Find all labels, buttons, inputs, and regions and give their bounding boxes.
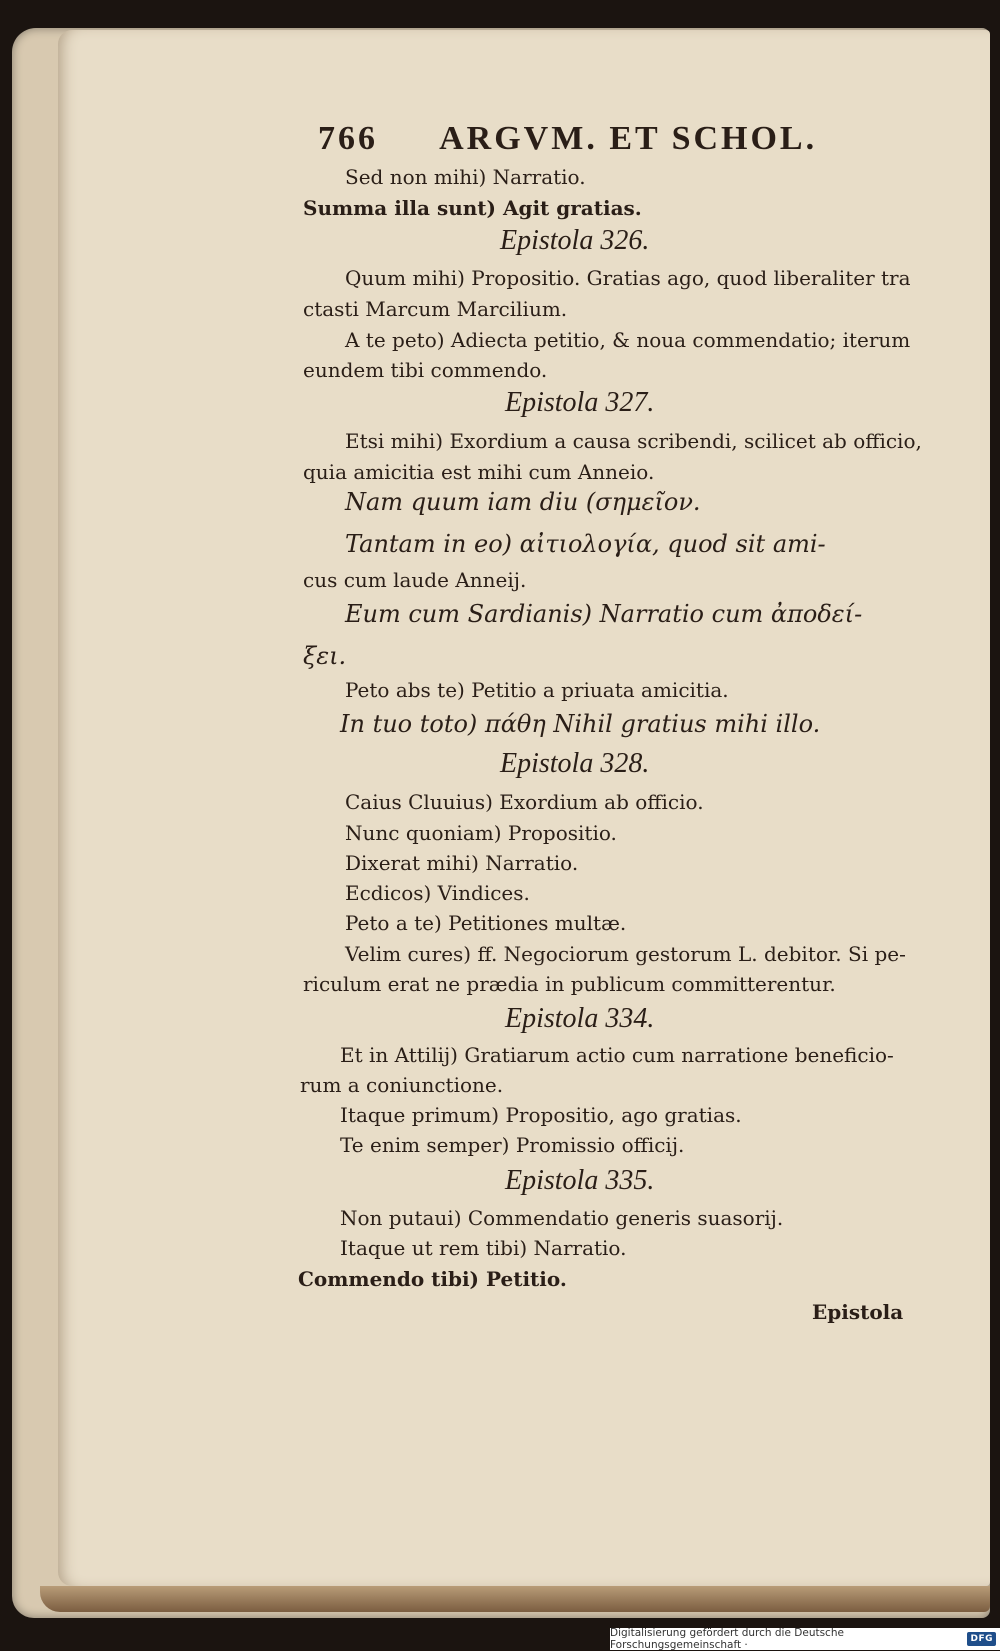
section-heading: Epistola 326. xyxy=(500,225,650,256)
text-line: Etsi mihi) Exordium a causa scribendi, scilicet ab officio, xyxy=(345,429,922,453)
footer-text: Digitalisierung gefördert durch die Deutsche Forschungsgemeinschaft · xyxy=(610,1627,844,1651)
digitization-footer xyxy=(610,1628,1000,1650)
section-heading: Epistola 335. xyxy=(505,1165,655,1196)
text-line: riculum erat ne prædia in publicum committerentur. xyxy=(303,972,836,996)
text-line: In tuo toto) πάθη Nihil gratius mihi illo. xyxy=(340,710,821,738)
dfg-logo: DFG xyxy=(967,1632,996,1646)
text-line: Non putaui) Commendatio generis suasorij. xyxy=(340,1206,784,1230)
text-line: quia amicitia est mihi cum Anneio. xyxy=(303,460,655,484)
text-line: Ecdicos) Vindices. xyxy=(345,881,530,905)
text-line: Et in Attilij) Gratiarum actio cum narratione beneficio- xyxy=(340,1043,894,1067)
text-line: Nunc quoniam) Propositio. xyxy=(345,821,617,845)
text-line: Itaque ut rem tibi) Narratio. xyxy=(340,1236,627,1260)
running-title: ARGVM. ET SCHOL. xyxy=(439,120,818,157)
text-line: Sed non mihi) Narratio. xyxy=(345,165,586,189)
text-line: cus cum laude Anneij. xyxy=(303,568,527,592)
text-line: Tantam in eo) αἰτιολογία, quod sit ami- xyxy=(345,530,826,558)
text-line: Quum mihi) Propositio. Gratias ago, quod liberaliter tra xyxy=(345,266,911,290)
text-line: ctasti Marcum Marcilium. xyxy=(303,297,568,321)
text-line: A te peto) Adiecta petitio, & noua commendatio; iterum xyxy=(345,328,911,352)
text-line: Velim cures) ff. Negociorum gestorum L. debitor. Si pe- xyxy=(345,942,906,966)
text-line: Caius Cluuius) Exordium ab officio. xyxy=(345,790,704,814)
page-number: 766 xyxy=(318,120,378,157)
text-line: rum a coniunctione. xyxy=(300,1073,504,1097)
text-line: Eum cum Sardianis) Narratio cum ἀποδεί- xyxy=(345,600,863,628)
section-heading: Epistola 334. xyxy=(505,1003,655,1034)
text-line: Peto a te) Petitiones multæ. xyxy=(345,911,627,935)
text-line: Te enim semper) Promissio officij. xyxy=(340,1133,685,1157)
text-line: Commendo tibi) Petitio. xyxy=(298,1267,567,1291)
section-heading: Epistola 327. xyxy=(505,387,655,418)
text-line: ξει. xyxy=(303,642,347,670)
text-line: Dixerat mihi) Narratio. xyxy=(345,851,579,875)
text-line: Itaque primum) Propositio, ago gratias. xyxy=(340,1103,742,1127)
catchword: Epistola xyxy=(812,1300,904,1324)
text-line: Peto abs te) Petitio a priuata amicitia. xyxy=(345,678,729,702)
text-line: Summa illa sunt) Agit gratias. xyxy=(303,196,642,220)
text-line: Nam quum iam diu (σημεῖον. xyxy=(345,488,701,516)
running-header xyxy=(318,120,817,158)
section-heading: Epistola 328. xyxy=(500,748,650,779)
text-line: eundem tibi commendo. xyxy=(303,358,548,382)
